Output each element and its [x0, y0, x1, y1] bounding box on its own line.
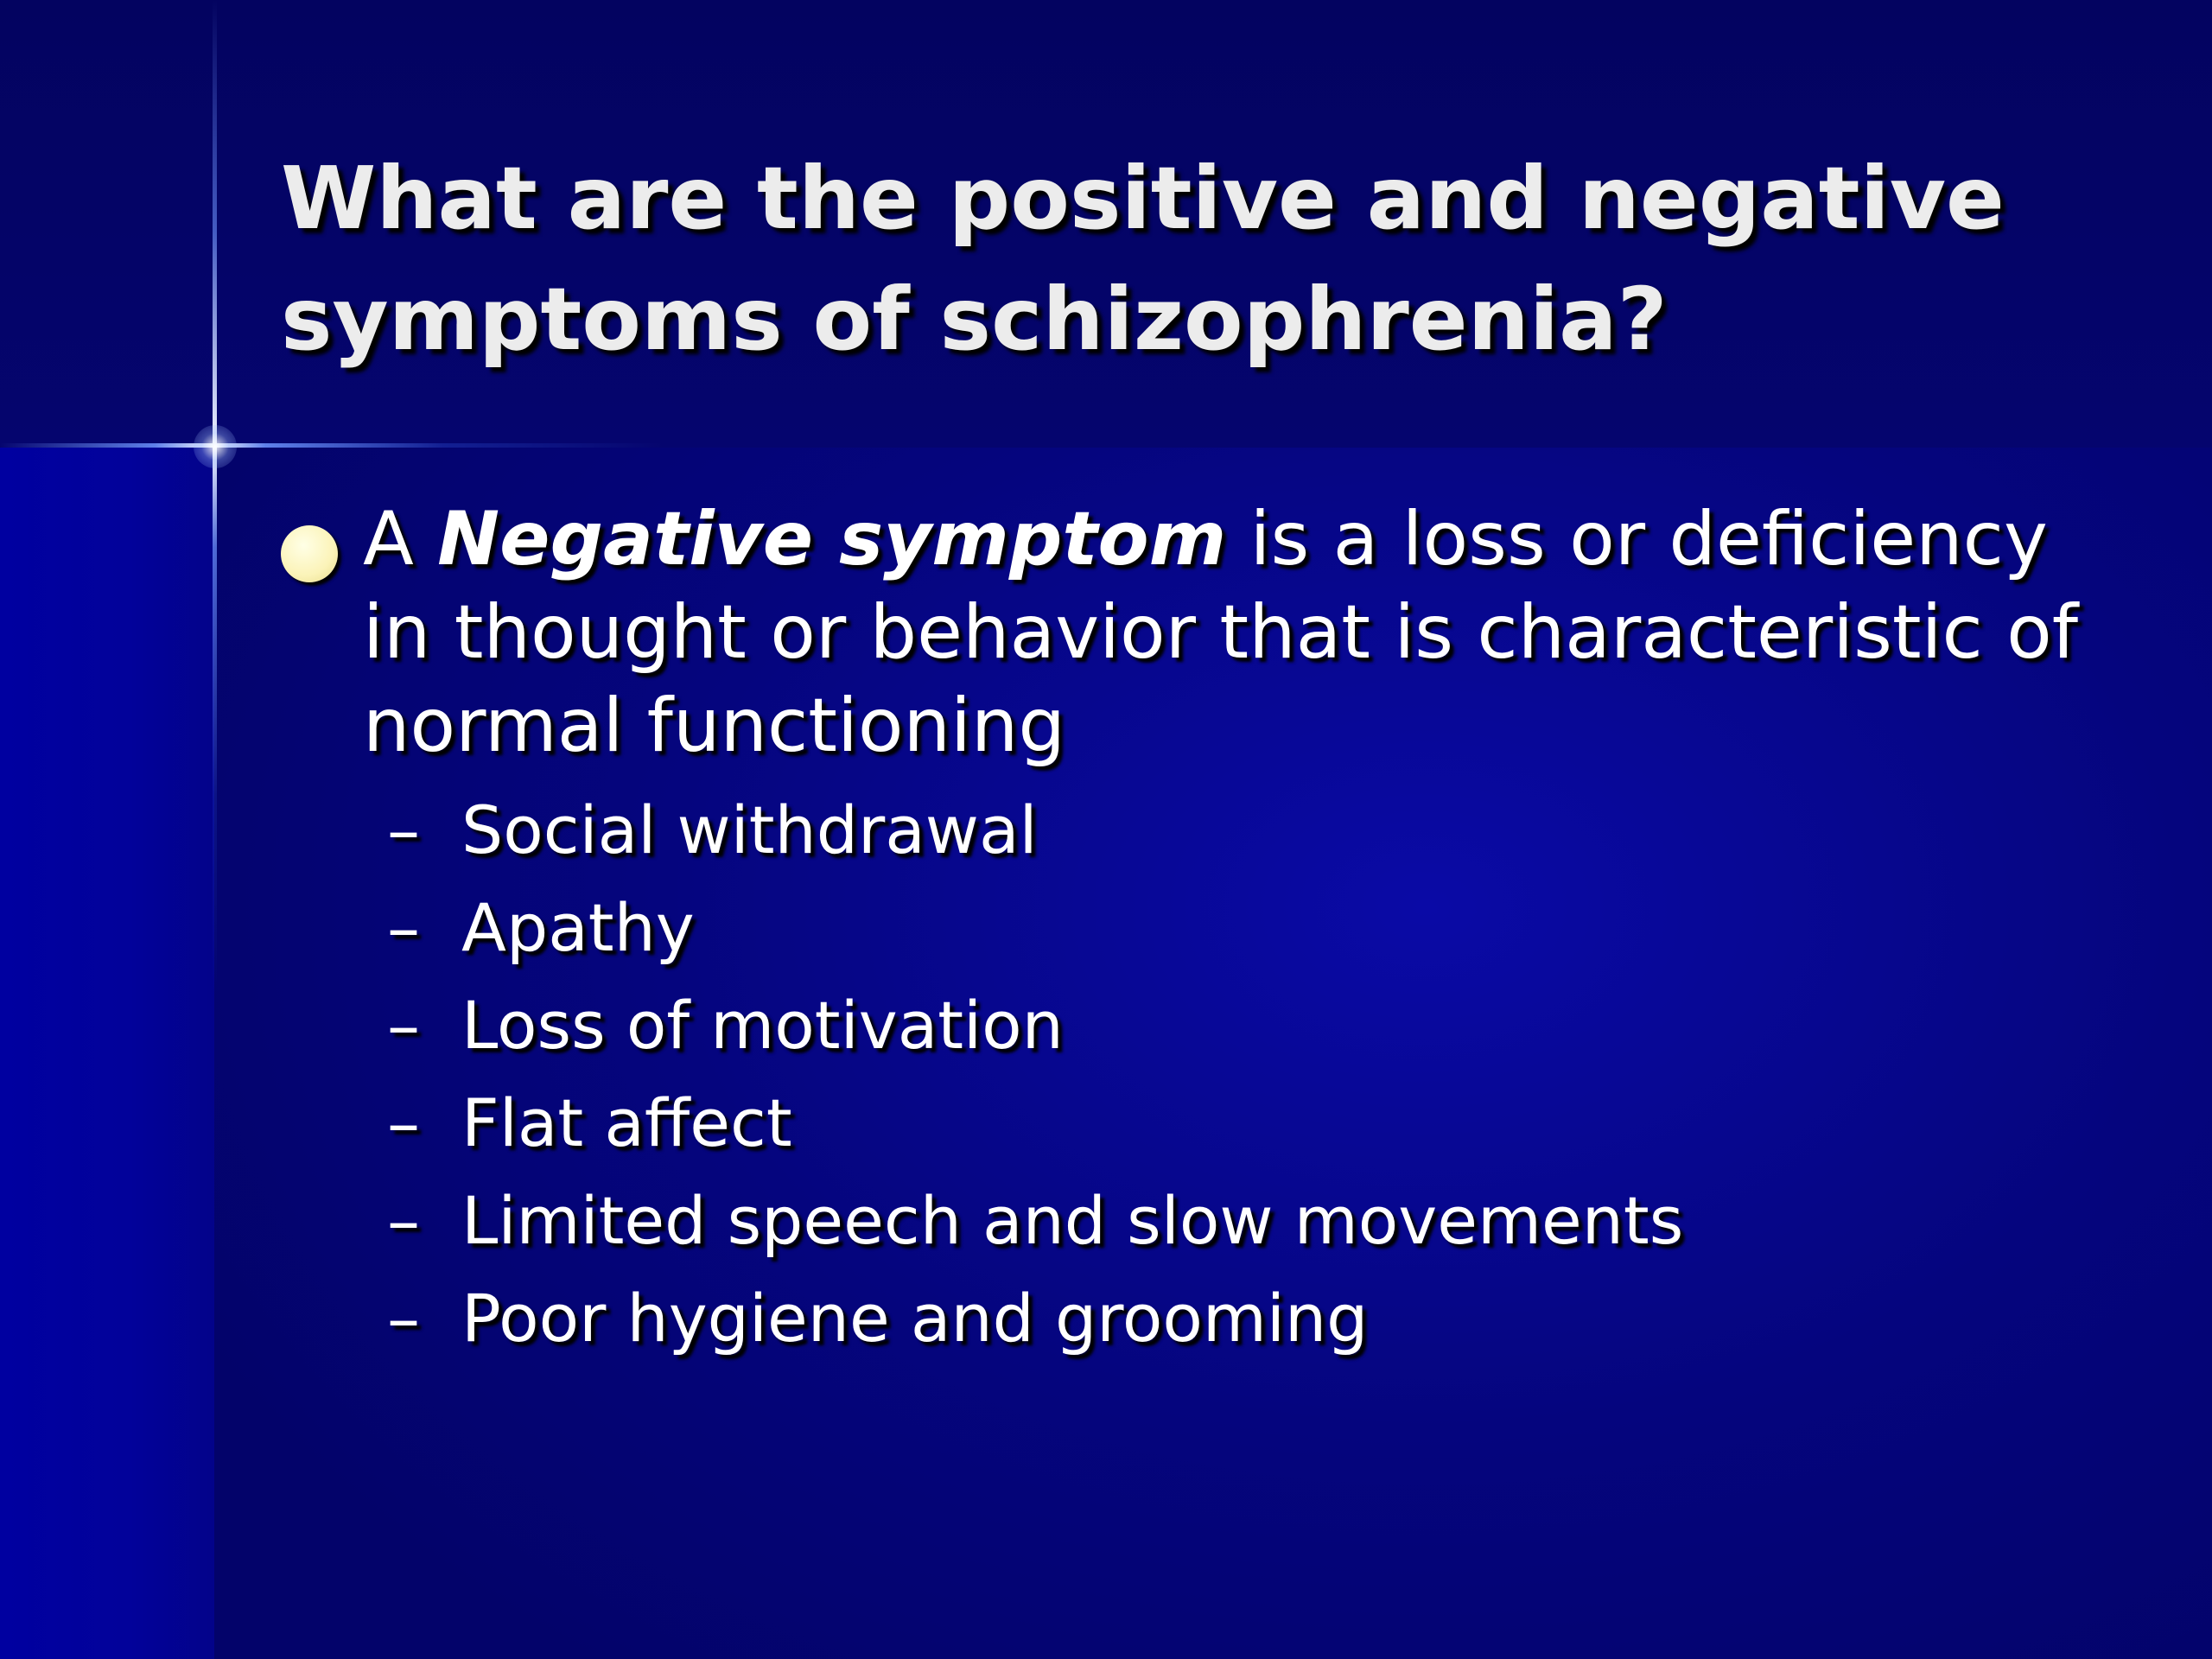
- list-item: [387, 1269, 2134, 1367]
- list-item-text: Flat affect: [461, 1084, 792, 1161]
- bullet-text: is a loss or deficiency in thought or behavior that is characteristic of normal functioning: [363, 496, 2079, 769]
- slide-title: What are the positive and negative symptoms of schizophrenia?: [281, 148, 2005, 370]
- vertical-light-line: [213, 0, 217, 1659]
- list-item-text: Loss of motivation: [461, 987, 1064, 1064]
- dash-icon: –: [387, 791, 420, 868]
- list-item: [387, 1074, 2134, 1172]
- dash-icon: –: [387, 1182, 420, 1259]
- main-bullet: [276, 493, 2134, 772]
- list-item-text: Poor hygiene and grooming: [461, 1280, 1369, 1357]
- list-item-text: Apathy: [461, 889, 695, 966]
- dash-icon: –: [387, 1084, 420, 1161]
- bullet-dot-icon: [281, 525, 338, 582]
- bullet-prefix: A: [363, 496, 438, 582]
- list-item: [387, 879, 2134, 976]
- dash-icon: –: [387, 889, 420, 966]
- light-flare-icon: [194, 425, 237, 468]
- list-item: [387, 976, 2134, 1074]
- sub-bullet-list: [276, 781, 2134, 1367]
- bullet-emphasis: Negative symptom: [437, 496, 1227, 582]
- list-item-text: Social withdrawal: [461, 791, 1038, 868]
- dash-icon: –: [387, 1280, 420, 1357]
- dash-icon: –: [387, 987, 420, 1064]
- horizontal-light-line: [0, 443, 2212, 448]
- list-item-text: Limited speech and slow movements: [461, 1182, 1684, 1259]
- slide-body: [276, 493, 2134, 1367]
- list-item: [387, 1172, 2134, 1269]
- list-item: [387, 781, 2134, 879]
